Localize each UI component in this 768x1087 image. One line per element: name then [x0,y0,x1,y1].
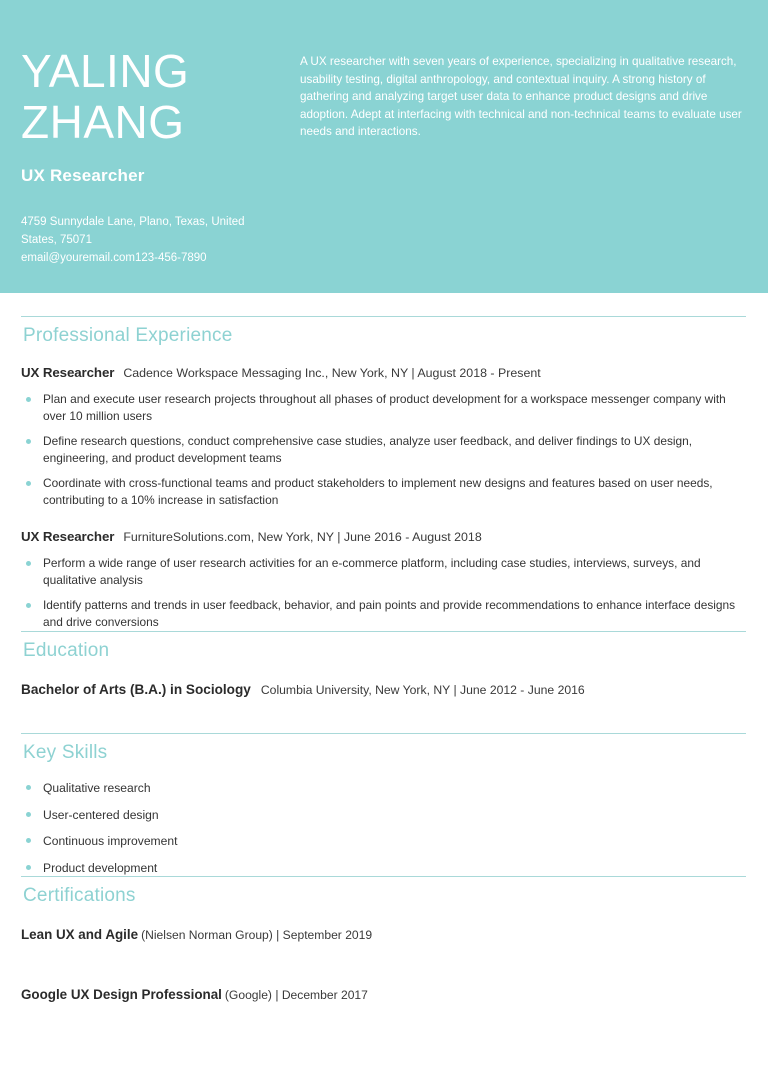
experience-bullet-text: Perform a wide range of user research activities for an e-commerce platform, including case studies, interviews, surveys, and qualitative analysis [43,556,701,587]
certification-name: Lean UX and Agile [21,927,139,942]
skill-text: User-centered design [43,807,159,822]
email-text[interactable]: email@youremail.com [21,252,135,264]
skill-item [21,807,746,823]
header-identity [21,46,276,186]
skill-text: Continuous improvement [43,834,178,848]
candidate-name-line-2: ZHANG [21,96,185,148]
bullet-dot-icon [26,865,31,870]
experience-bullet-list [21,555,746,630]
experience-meta: FurnitureSolutions.com, New York, NY | June 2016 - August 2018 [123,530,482,544]
bullet-dot-icon [26,838,31,843]
education-entry [21,681,746,699]
candidate-name [21,46,276,148]
bullet-dot-icon [26,785,31,790]
experience-role: UX Researcher [21,365,115,380]
skill-item [21,780,746,796]
education-meta: Columbia University, New York, NY | June 2012 - June 2016 [260,683,585,697]
experience-bullet-text: Coordinate with cross-functional teams and product stakeholders to implement new designs and features based on user needs, contributing to a 10% increase in satisfaction [43,476,713,507]
resume-header-band [0,0,768,293]
experience-bullet [21,555,746,588]
experience-entry [21,364,746,508]
section-professional-experience [21,316,746,630]
candidate-job-title: UX Researcher [21,166,145,185]
section-divider [21,733,746,734]
skills-list [21,780,746,876]
section-title-skills: Key Skills [23,742,108,763]
experience-bullet [21,597,746,630]
candidate-name-line-1: YALING [21,45,190,97]
section-divider [21,876,746,877]
experience-meta: Cadence Workspace Messaging Inc., New York, NY | August 2018 - Present [123,366,541,380]
experience-bullet-text: Define research questions, conduct comprehensive case studies, analyze user feedback, and deliver findings to UX design, engineering, and product development teams [43,434,693,465]
bullet-dot-icon [26,481,31,486]
experience-bullet-list [21,391,746,508]
section-certifications [21,876,746,1004]
skill-item [21,833,746,849]
address-line-1: 4759 Sunnydale Lane, Plano, Texas, United [21,216,245,228]
experience-bullet-text: Identify patterns and trends in user feedback, behavior, and pain points and provide recommendations to enhance interface designs and drive conversions [43,598,736,629]
section-education [21,631,746,699]
section-divider [21,316,746,317]
experience-role: UX Researcher [21,529,115,544]
experience-bullet [21,391,746,424]
section-title-certifications: Certifications [23,885,136,906]
certification-name: Google UX Design Professional [21,987,222,1002]
bullet-dot-icon [26,439,31,444]
professional-summary: A UX researcher with seven years of experience, specializing in qualitative research, usability testing, digital anthropology, and contextual inquiry. A strong history of gathering and analyzing target user data to enhance product designs and drive adoption. Adept at interfacing with technical and non-technical teams to evaluate user needs and interactions. [300,55,742,139]
experience-bullet-text: Plan and execute user research projects throughout all phases of product development for a workspace messenger company with over 10 million users [43,392,726,423]
section-title-education: Education [23,640,110,661]
bullet-dot-icon [26,603,31,608]
section-title-experience: Professional Experience [23,325,233,346]
education-degree: Bachelor of Arts (B.A.) in Sociology [21,682,251,697]
section-divider [21,631,746,632]
skill-item [21,860,746,876]
bullet-dot-icon [26,397,31,402]
address-line-2: States, 75071 [21,234,92,246]
contact-block [21,213,266,267]
certification-entry [21,926,746,944]
experience-entry-head [21,528,746,546]
experience-entry [21,528,746,630]
certification-meta: (Google) | December 2017 [224,988,368,1002]
experience-bullet [21,475,746,508]
skill-text: Product development [43,860,158,875]
bullet-dot-icon [26,812,31,817]
skill-text: Qualitative research [43,781,151,795]
certification-meta: (Nielsen Norman Group) | September 2019 [141,928,373,942]
experience-bullet [21,433,746,466]
bullet-dot-icon [26,561,31,566]
certification-entry [21,986,746,1004]
section-key-skills [21,733,746,886]
email-phone-line [21,249,266,267]
phone-text[interactable]: 123-456-7890 [134,252,207,264]
experience-entry-head [21,364,746,382]
